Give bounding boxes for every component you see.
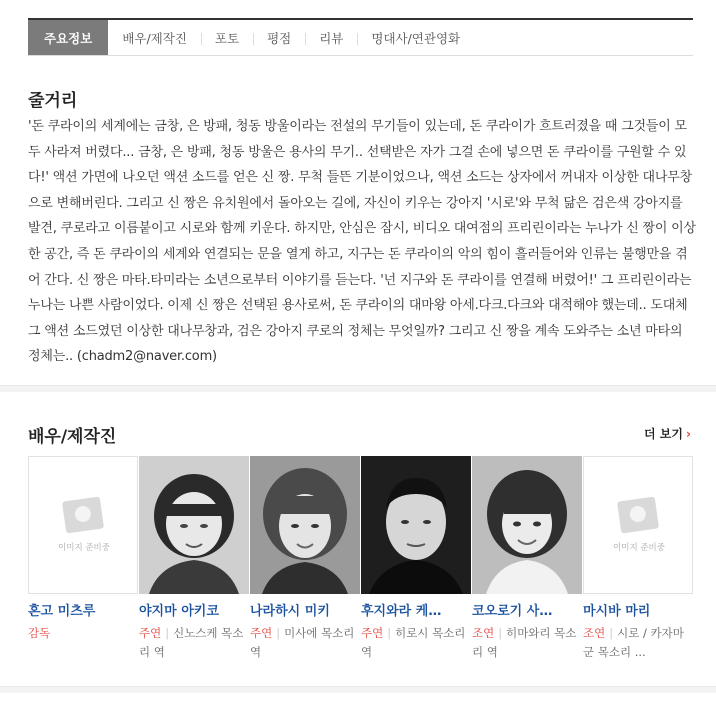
- section-divider: [0, 686, 716, 693]
- cast-card[interactable]: [583, 456, 694, 662]
- cast-name[interactable]: 나라하시 미키: [250, 604, 330, 619]
- portrait-image: [250, 456, 360, 594]
- role-kind: 감독: [28, 626, 51, 640]
- placeholder-label: 이미지 준비중: [613, 543, 665, 553]
- tab-main-info[interactable]: [28, 20, 108, 55]
- cast-role: [361, 624, 469, 662]
- tab-cast-crew[interactable]: [108, 20, 201, 55]
- role-separator: |: [609, 626, 614, 640]
- tab-bar: [28, 18, 693, 56]
- tab-label: 포토: [214, 30, 240, 46]
- cast-photo: [139, 456, 249, 594]
- tab-quotes-related[interactable]: [357, 20, 474, 55]
- role-desc: 미사에 목소리 역: [250, 626, 355, 659]
- cast-name[interactable]: 야지마 아키코: [139, 604, 219, 619]
- tab-label: 리뷰: [319, 30, 344, 46]
- placeholder-label: 이미지 준비중: [58, 543, 110, 553]
- cast-heading: 배우/제작진: [28, 427, 117, 447]
- tab-rating[interactable]: [253, 20, 305, 55]
- cast-role: [28, 624, 136, 643]
- cast-card[interactable]: [139, 456, 250, 662]
- role-separator: |: [387, 626, 392, 640]
- tab-review[interactable]: [305, 20, 357, 55]
- role-desc: 히로시 목소리 역: [361, 626, 466, 659]
- portrait-image: [472, 456, 582, 594]
- no-image-placeholder: [28, 456, 138, 594]
- role-kind: 주연: [361, 626, 384, 640]
- cast-photo: [472, 456, 582, 594]
- chevron-right-icon: ›: [685, 427, 691, 441]
- synopsis-text: '돈 쿠라이의 세계에는 금창, 은 방패, 청동 방울이라는 전설의 무기들이 있는데, 돈 쿠라이가 흐트러졌을 때 그것들이 모두 사라져 버렸다... 금창, 은 방패, 청동 방울은 용사의 무기.. 선택받은 자가 그걸 손에 넣으면 돈 쿠라이를 구원할 수 있다!' 액션 가면에 나오던 액션 소드를 얻은 신 짱. 무척 들뜬 기분이었으나, 액션 소드는 상자에서 꺼내자 이상한 대나무창으로 변해버린다. 그리고 신 짱은 유치원에서 돌아오는 길에, 자신이 키우는 강아지 '시로'와 무척 닮은 검은색 강아지를 발견, 쿠로라고 이름붙이고 시로와 함께 키운다. 하지만, 안심은 잠시, 비디오 대여점의 프리린이라는 누나가 신 짱이 이상한 공간, 즉 돈 쿠라이의 세계와 연결되는 문을 열게 하고, 지구는 돈 쿠라이의 악의 힘이 흘러들어와 인류는 불행만을 겪어 간다. 신 짱은 마타.타미라는 소년으로부터 이야기를 듣는다. '넌 지구와 돈 쿠라이를 연결해 버렸어!' 그 프리린이라는 누나는 나쁜 사람이었다. 이제 신 짱은 선택된 용사로써, 돈 쿠라이의 대마왕 아세.다크.다크와 대적해야 했는데.. 도대체 그 액션 소드였던 이상한 대나무창과, 검은 강아지 쿠로의 정체는 무엇일까? 그리고 신 짱을 계속 도와주는 소년 마타의 정체는.. (chadm2@naver.com): [28, 119, 696, 365]
- synopsis-heading: 줄거리: [28, 91, 78, 111]
- cast-card[interactable]: [250, 456, 361, 662]
- role-desc: 시로 / 카자마군 목소리 ...: [583, 626, 684, 659]
- cast-photo: [250, 456, 360, 594]
- portrait-image: [361, 456, 471, 594]
- no-image-placeholder: [583, 456, 693, 594]
- portrait-image: [139, 456, 249, 594]
- role-separator: |: [498, 626, 503, 640]
- cast-name[interactable]: 혼고 미츠루: [28, 604, 96, 619]
- more-label: 더 보기: [644, 427, 683, 441]
- role-desc: 히마와리 목소리 역: [472, 626, 577, 659]
- tab-photo[interactable]: [201, 20, 253, 55]
- cast-card[interactable]: [361, 456, 472, 662]
- cast-photo: [361, 456, 471, 594]
- tab-label: 평점: [267, 30, 292, 46]
- image-placeholder-icon: [62, 497, 104, 534]
- role-kind: 조연: [583, 626, 606, 640]
- cast-role: [250, 624, 358, 662]
- cast-name[interactable]: 마시바 마리: [583, 604, 651, 619]
- tab-label: 명대사/연관영화: [371, 30, 461, 46]
- role-separator: |: [276, 626, 281, 640]
- section-divider: [0, 385, 716, 392]
- role-desc: 신노스케 목소리 역: [139, 626, 244, 659]
- cast-list: [28, 456, 694, 662]
- role-kind: 주연: [250, 626, 273, 640]
- cast-card[interactable]: [28, 456, 139, 662]
- tab-label: 주요정보: [44, 30, 93, 46]
- tab-label: 배우/제작진: [122, 30, 187, 46]
- image-placeholder-icon: [617, 497, 659, 534]
- cast-role: [583, 624, 691, 662]
- more-cast-link[interactable]: [644, 425, 691, 442]
- cast-name[interactable]: 후지와라 케…: [361, 604, 442, 619]
- cast-role: [472, 624, 580, 662]
- cast-role: [139, 624, 247, 662]
- role-kind: 주연: [139, 626, 162, 640]
- cast-card[interactable]: [472, 456, 583, 662]
- cast-name[interactable]: 코오로기 사…: [472, 604, 553, 619]
- role-separator: |: [165, 626, 170, 640]
- role-kind: 조연: [472, 626, 495, 640]
